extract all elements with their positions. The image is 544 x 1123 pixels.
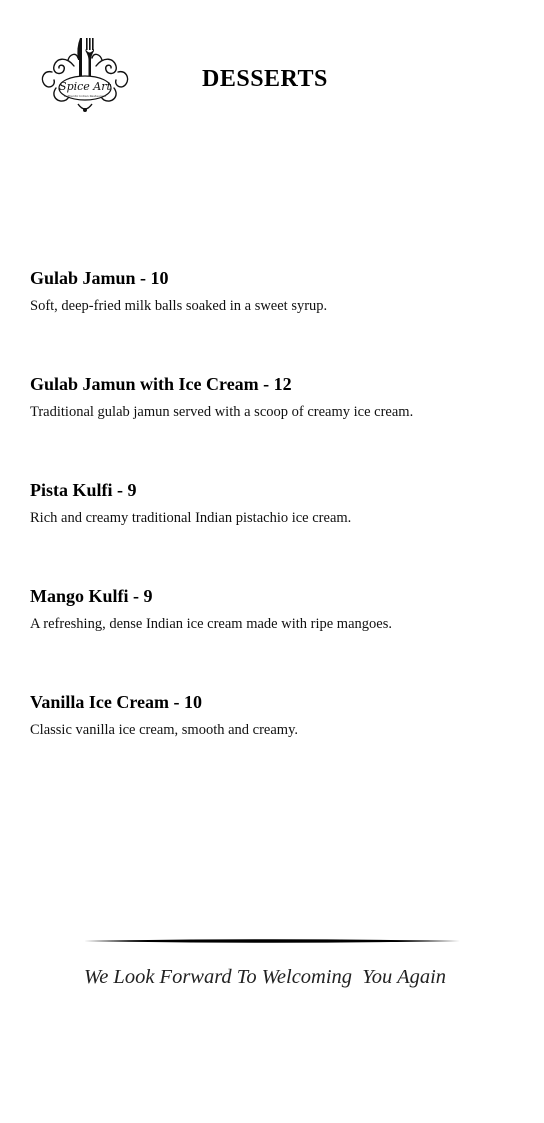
menu-item-name: Pista Kulfi - 9 [30,480,137,500]
menu-item-description: Traditional gulab jamun served with a scoop of creamy ice cream. [30,404,414,420]
restaurant-logo [38,36,134,116]
menu-item [30,584,530,634]
menu-item-description: A refreshing, dense Indian ice cream made with ripe mangoes. [30,616,392,632]
menu-item-name: Mango Kulfi - 9 [30,586,153,606]
menu-item [30,266,530,316]
logo-script-text: Spice Art [59,80,111,93]
footer-message: We Look Forward To Welcoming You Again [84,966,447,988]
menu-item-description: Rich and creamy traditional Indian pistachio ice cream. [30,510,352,526]
page-title: DESSERTS [202,66,328,92]
decorative-divider [84,936,460,946]
menu-item-name: Vanilla Ice Cream - 10 [30,692,202,712]
menu-item [30,478,530,528]
menu-item [30,372,530,422]
menu-item-name: Gulab Jamun - 10 [30,268,169,288]
menu-item [30,690,530,740]
logo-subtitle: Authentic Indian Restaurant [63,94,107,98]
menu-item-name: Gulab Jamun with Ice Cream - 12 [30,374,292,394]
menu-item-description: Soft, deep-fried milk balls soaked in a sweet syrup. [30,298,328,314]
menu-item-description: Classic vanilla ice cream, smooth and creamy. [30,722,299,738]
